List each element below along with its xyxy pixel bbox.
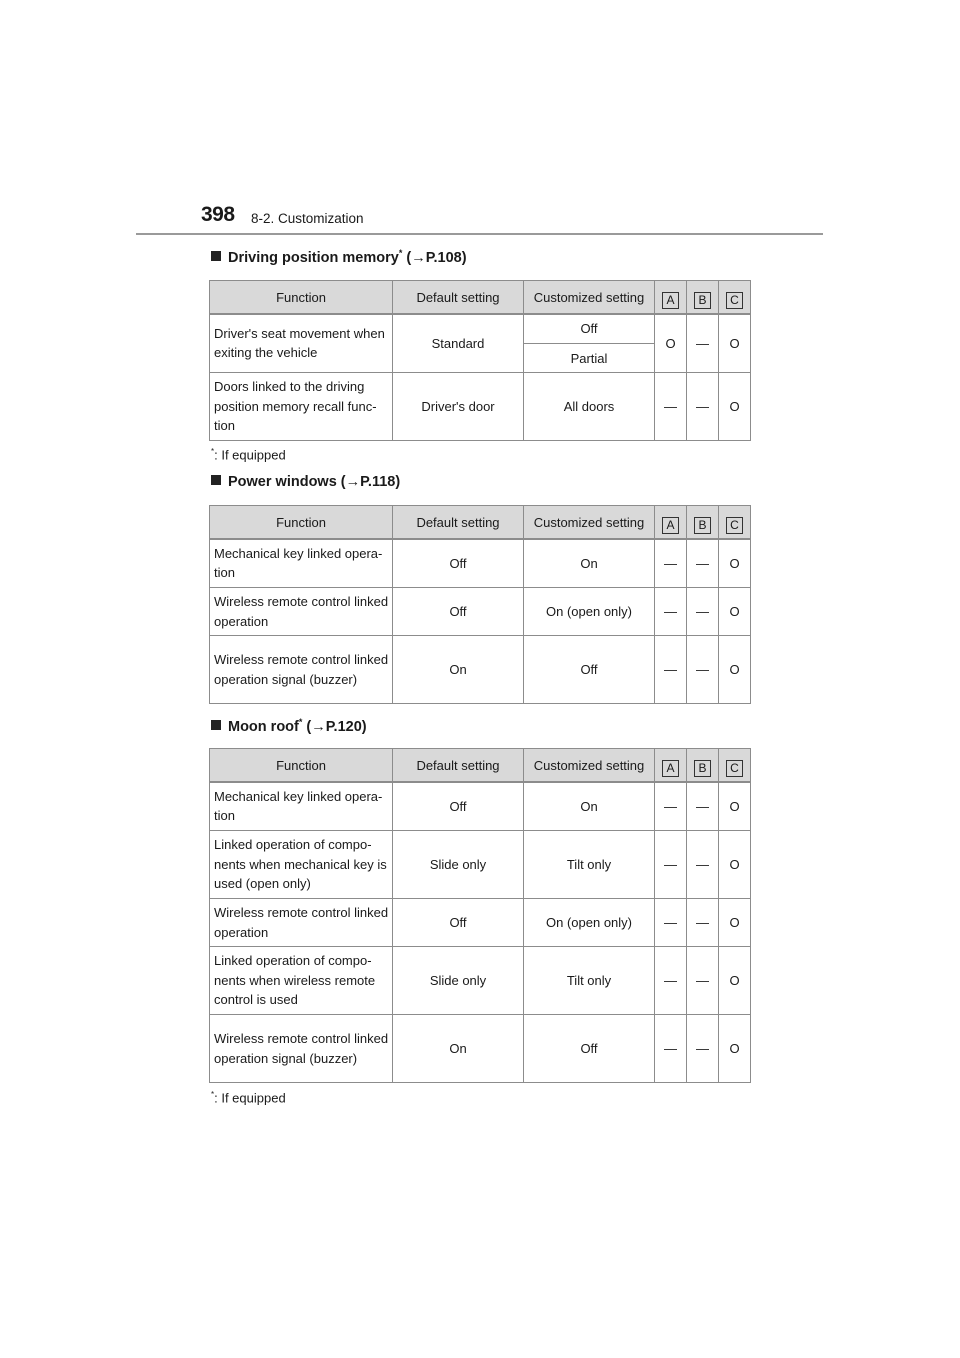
function-cell: Mechanical key linked opera-tion xyxy=(210,539,393,588)
customized-cell: On xyxy=(524,539,655,588)
column-header-abc xyxy=(655,281,751,315)
footnote: *: If equipped xyxy=(211,1090,286,1106)
c-cell: O xyxy=(719,588,751,636)
table-row xyxy=(210,831,751,899)
c-cell: O xyxy=(719,314,751,373)
column-header-function: Function xyxy=(210,506,393,540)
box-letter-a: A xyxy=(662,517,679,534)
table-header-row xyxy=(210,281,751,315)
column-header-customized: Customized setting xyxy=(524,281,655,315)
a-cell: — xyxy=(655,539,687,588)
b-cell: — xyxy=(687,947,719,1015)
table-row xyxy=(210,899,751,947)
customized-cell: Tilt only xyxy=(524,947,655,1015)
default-cell: On xyxy=(393,636,524,704)
box-letter-b: B xyxy=(694,292,711,309)
default-cell: Off xyxy=(393,899,524,947)
function-cell: Wireless remote control linked operation signal (buzzer) xyxy=(210,1015,393,1083)
page-reference-link[interactable]: (→P.118) xyxy=(340,474,401,490)
column-header-customized: Customized setting xyxy=(524,749,655,783)
section-title-power-windows: Power windows (→P.118) xyxy=(211,474,400,490)
page-number: 398 xyxy=(201,203,235,226)
a-cell: — xyxy=(655,947,687,1015)
page-reference-link[interactable]: (→P.108) xyxy=(406,249,467,266)
b-cell: — xyxy=(687,782,719,831)
a-cell: — xyxy=(655,899,687,947)
column-header-abc xyxy=(655,749,751,783)
table-row xyxy=(210,947,751,1015)
c-cell: O xyxy=(719,831,751,899)
b-cell: — xyxy=(687,636,719,704)
a-cell: — xyxy=(655,588,687,636)
table-row xyxy=(210,636,751,704)
box-letter-b: B xyxy=(694,760,711,777)
header-divider xyxy=(136,233,823,235)
table-row xyxy=(210,314,751,344)
power-windows-table xyxy=(209,505,751,540)
c-cell: O xyxy=(719,539,751,588)
table-row xyxy=(210,782,751,831)
default-cell: Off xyxy=(393,539,524,588)
box-letter-c: C xyxy=(726,760,743,777)
a-cell: — xyxy=(655,782,687,831)
column-header-customized: Customized setting xyxy=(524,506,655,540)
page-header xyxy=(201,203,823,235)
customized-cell: Off xyxy=(524,1015,655,1083)
customized-cell: Tilt only xyxy=(524,831,655,899)
function-cell: Linked operation of compo-nents when mechanical key is used (open only) xyxy=(210,831,393,899)
function-cell: Doors linked to the driving position memory recall func-tion xyxy=(210,373,393,441)
column-header-default: Default setting xyxy=(393,281,524,315)
customized-cell: Off xyxy=(524,636,655,704)
square-bullet-icon xyxy=(211,251,221,261)
function-cell: Mechanical key linked opera-tion xyxy=(210,782,393,831)
box-letter-c: C xyxy=(726,292,743,309)
c-cell: O xyxy=(719,373,751,441)
default-cell: Off xyxy=(393,588,524,636)
function-cell: Wireless remote control linked operation xyxy=(210,588,393,636)
function-cell: Linked operation of compo-nents when wireless remote control is used xyxy=(210,947,393,1015)
column-header-abc xyxy=(655,506,751,540)
table-header-row xyxy=(210,506,751,540)
b-cell: — xyxy=(687,588,719,636)
default-cell: Slide only xyxy=(393,831,524,899)
function-cell: Wireless remote control linked operation signal (buzzer) xyxy=(210,636,393,704)
moon-roof-table-body xyxy=(209,781,751,1083)
function-cell: Driver's seat movement when exiting the vehicle xyxy=(210,314,393,373)
customized-cell: On xyxy=(524,782,655,831)
footnote-marker: * xyxy=(398,248,403,258)
default-cell: Slide only xyxy=(393,947,524,1015)
customized-cell: On (open only) xyxy=(524,899,655,947)
default-cell: Standard xyxy=(393,314,524,373)
footnote: *: If equipped xyxy=(211,447,286,463)
footnote-marker: * xyxy=(298,717,303,727)
default-cell: On xyxy=(393,1015,524,1083)
box-letter-a: A xyxy=(662,292,679,309)
customized-cell: All doors xyxy=(524,373,655,441)
default-cell: Off xyxy=(393,782,524,831)
default-cell: Driver's door xyxy=(393,373,524,441)
a-cell: — xyxy=(655,831,687,899)
power-windows-table-body xyxy=(209,538,751,704)
b-cell: — xyxy=(687,831,719,899)
chapter-title: 8-2. Customization xyxy=(251,211,364,226)
c-cell: O xyxy=(719,899,751,947)
table-header-row xyxy=(210,749,751,783)
customized-cell: On (open only) xyxy=(524,588,655,636)
b-cell: — xyxy=(687,1015,719,1083)
a-cell: — xyxy=(655,1015,687,1083)
page-reference-link[interactable]: (→P.120) xyxy=(306,718,367,735)
square-bullet-icon xyxy=(211,720,221,730)
column-header-default: Default setting xyxy=(393,506,524,540)
a-cell: — xyxy=(655,636,687,704)
box-letter-a: A xyxy=(662,760,679,777)
section-title-driving-position-memory: Driving position memory* (→P.108) xyxy=(211,248,467,266)
b-cell: — xyxy=(687,539,719,588)
a-cell: O xyxy=(655,314,687,373)
column-header-default: Default setting xyxy=(393,749,524,783)
c-cell: O xyxy=(719,782,751,831)
customized-cell: Partial xyxy=(524,344,655,373)
table-row xyxy=(210,373,751,441)
square-bullet-icon xyxy=(211,475,221,485)
column-header-function: Function xyxy=(210,281,393,315)
column-header-function: Function xyxy=(210,749,393,783)
a-cell: — xyxy=(655,373,687,441)
table-row xyxy=(210,1015,751,1083)
table-row xyxy=(210,588,751,636)
function-cell: Wireless remote control linked operation xyxy=(210,899,393,947)
box-letter-b: B xyxy=(694,517,711,534)
c-cell: O xyxy=(719,636,751,704)
c-cell: O xyxy=(719,1015,751,1083)
b-cell: — xyxy=(687,314,719,373)
driving-position-memory-table-body xyxy=(209,313,751,441)
b-cell: — xyxy=(687,899,719,947)
b-cell: — xyxy=(687,373,719,441)
section-title-moon-roof: Moon roof* (→P.120) xyxy=(211,717,367,735)
c-cell: O xyxy=(719,947,751,1015)
customized-cell: Off xyxy=(524,314,655,344)
driving-position-memory-table xyxy=(209,280,751,315)
box-letter-c: C xyxy=(726,517,743,534)
table-row xyxy=(210,539,751,588)
moon-roof-table xyxy=(209,748,751,783)
